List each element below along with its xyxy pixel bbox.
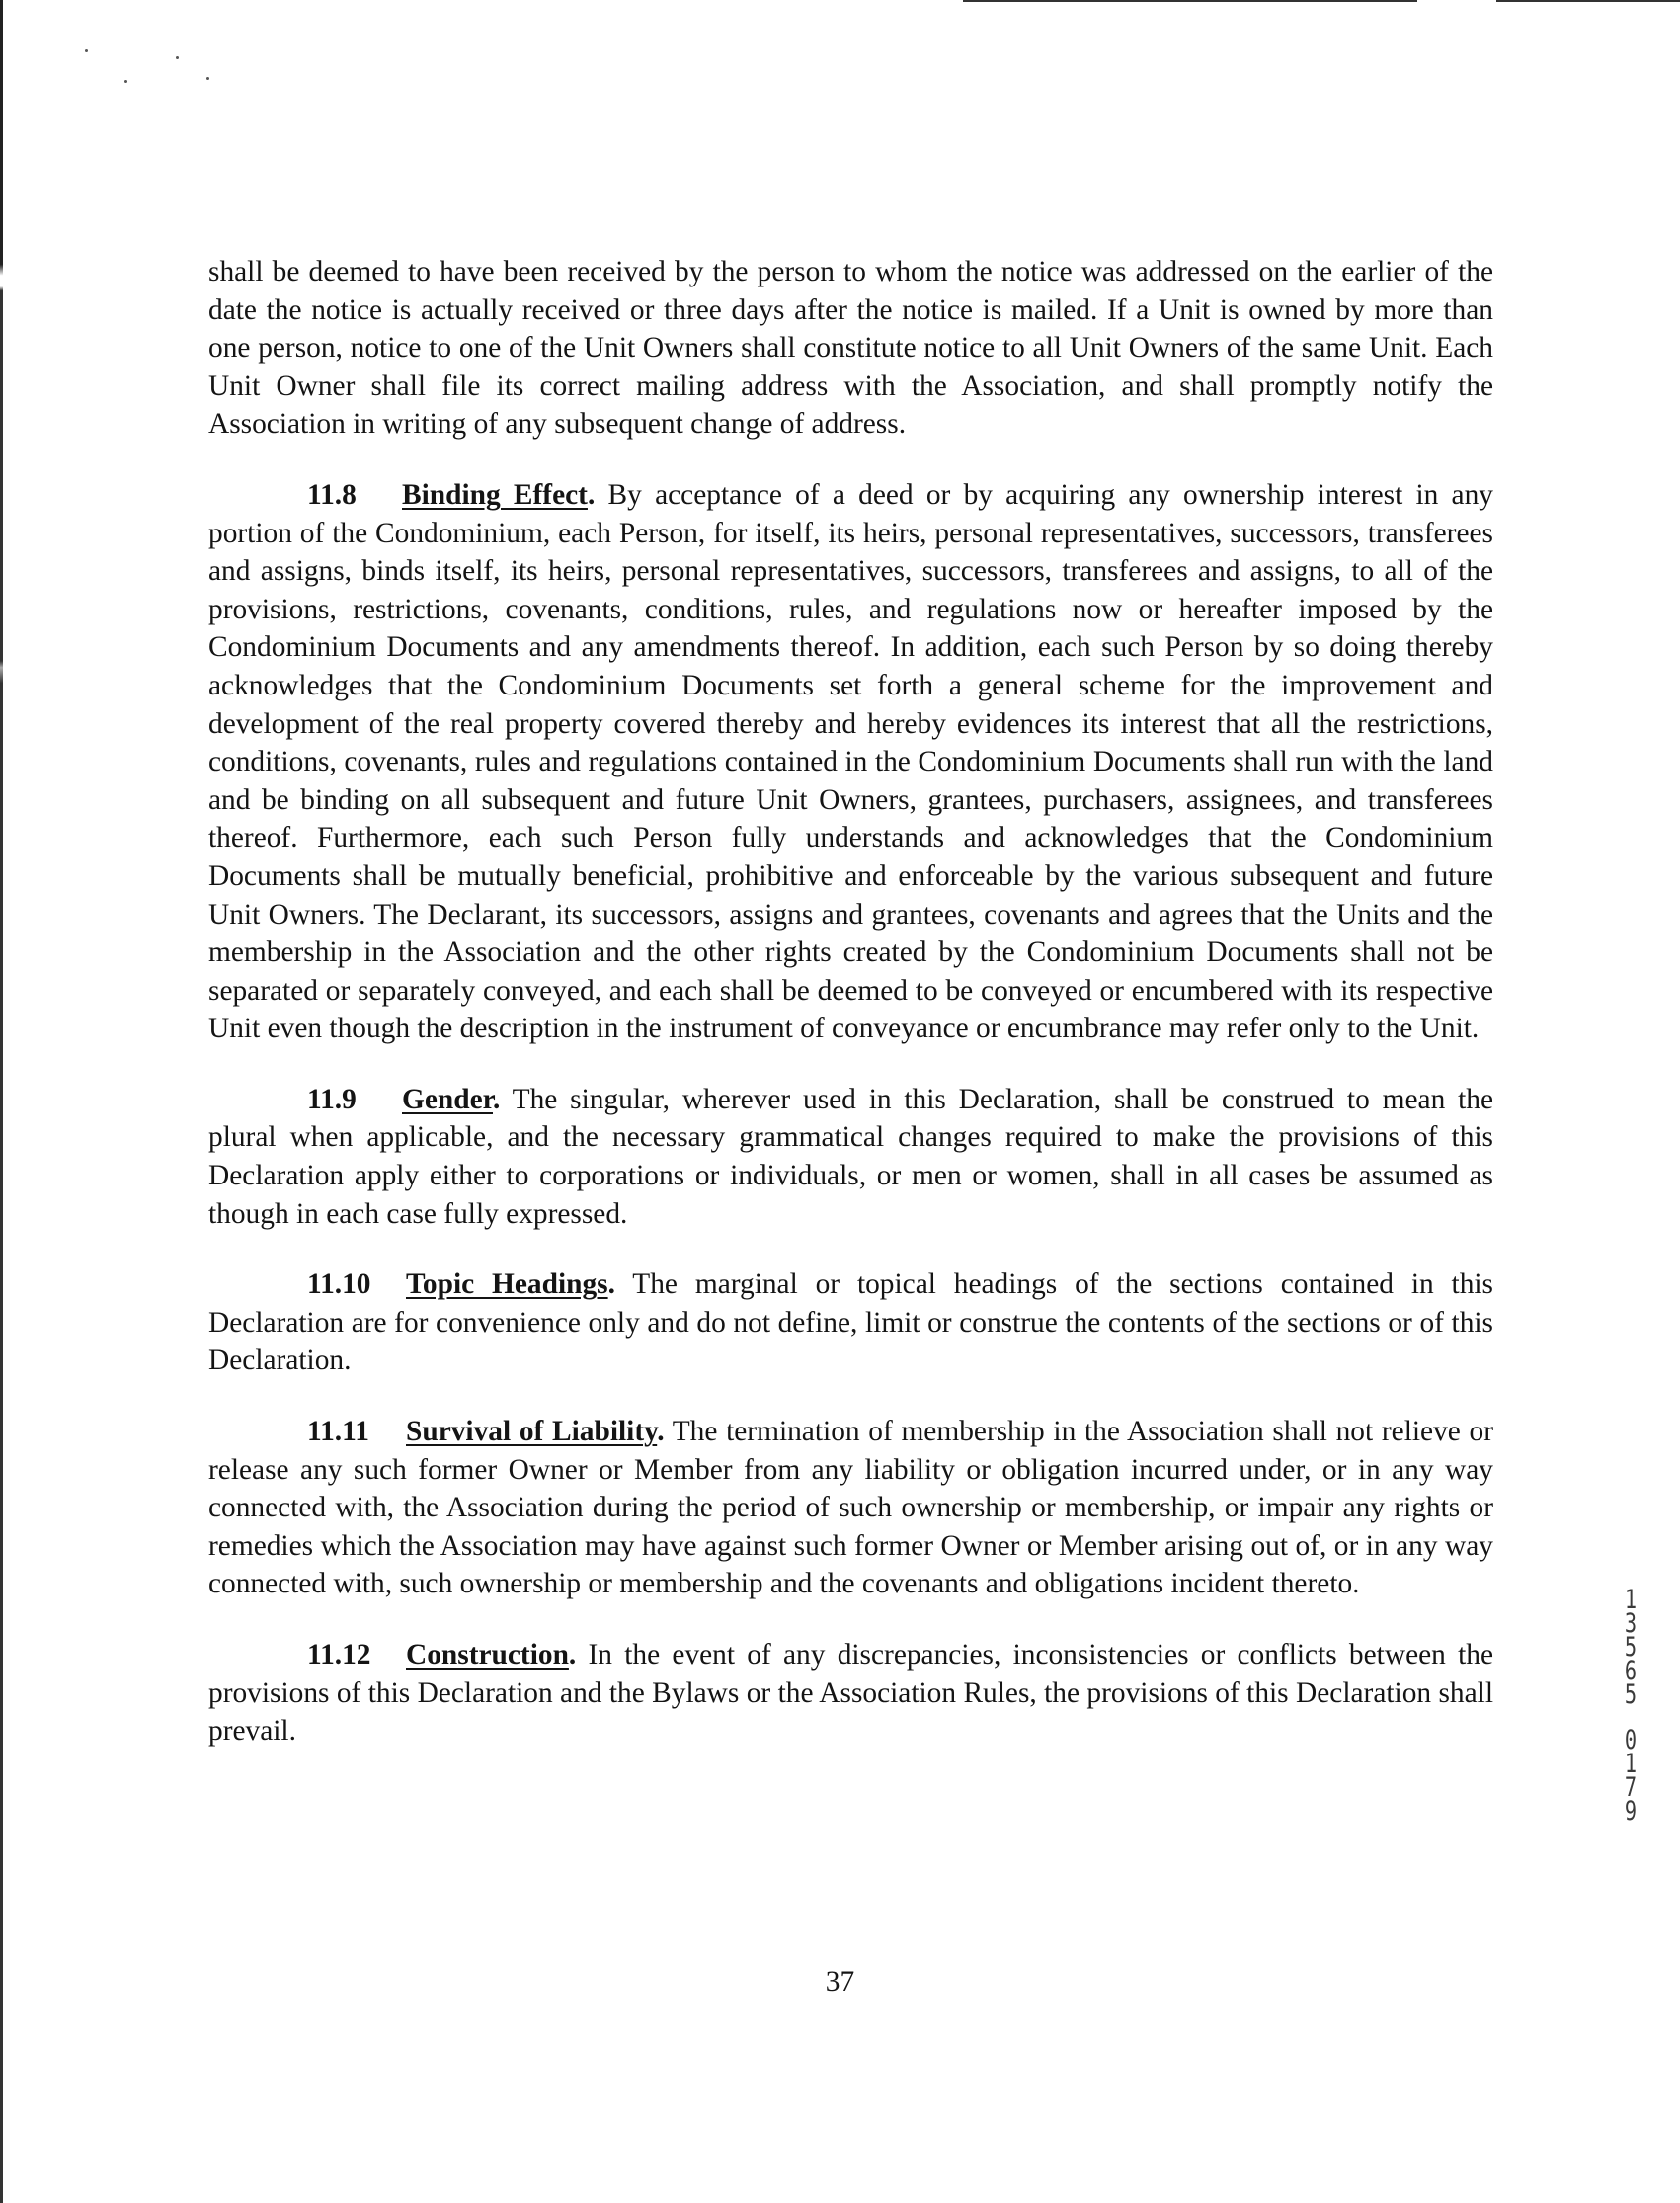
section-heading: Survival of Liability xyxy=(406,1416,658,1448)
document-body xyxy=(208,253,1493,1783)
stamp-digit: 3 xyxy=(1624,1608,1638,1639)
scan-top-rule xyxy=(963,0,1417,2)
section-number: 11.11 xyxy=(307,1416,369,1448)
section-number: 11.12 xyxy=(307,1639,371,1671)
section-body: The termination of membership in the Association shall not relieve or release any such former Owner or Member from any liability or obligation incurred under, or in any way connected with, the Association during the period of such ownership or membership, or impair any rights or remedies which the Association may have against such former Owner or Member arising out of, or in any way connected with, such ownership or membership and the covenants and obligations incident thereto. xyxy=(208,1416,1493,1600)
scan-speck xyxy=(176,56,179,59)
scan-speck xyxy=(124,80,127,83)
section-body: The marginal or topical headings of the sections contained in this Declaration are for convenience only and do not define, limit or construe the contents of the sections or of this Declaration. xyxy=(208,1268,1493,1377)
stamp-digit: 1 xyxy=(1624,1749,1638,1779)
section-11-8: 11.8 Binding Effect. By acceptance of a deed or by acquiring any ownership interest in any portion of the Condominium, each Person, for itself, its heirs, personal representatives, successors, transferees and assigns, binds itself, its heirs, personal representatives, successors, transferees and assigns, to all of the provisions, restrictions, covenants, conditions, rules, and regulations now or hereafter imposed by the Condominium Documents and any amendments thereof. In addition, each such Person by so doing thereby acknowledges that the Condominium Documents set forth a general scheme for the improvement and development of the real property covered thereby and hereby evidences its interest that all the restrictions, conditions, covenants, rules and regulations contained in the Condominium Documents shall run with the land and be binding on all subsequent and future Unit Owners, grantees, purchasers, assignees, and transferees thereof. Furthermore, each such Person fully understands and acknowledges that the Condominium Documents shall be mutually beneficial, prohibitive and enforceable by the various subsequent and future Unit Owners. The Declarant, its successors, assigns and grantees, covenants and agrees that the Units and the membership in the Association and the other rights created by the Condominium Documents shall not be separated or separately conveyed, and each shall be deemed to be conveyed or encumbered with its respective Unit even though the description in the instrument of conveyance or encumbrance may refer only to the Unit. xyxy=(208,476,1493,1048)
stamp-digit: 9 xyxy=(1624,1796,1638,1827)
section-11-10: 11.10 Topic Headings. The marginal or topical headings of the sections contained in this Declaration are for convenience only and do not define, limit or construe the contents of the sections or of this Declaration. xyxy=(208,1265,1493,1380)
scan-speck xyxy=(206,77,209,80)
page-number-stamp xyxy=(1620,1725,1642,1827)
section-body: The singular, wherever used in this Declaration, shall be construed to mean the plural when applicable, and the necessary grammatical changes required to make the provisions of this Declaration apply either to corporations or individuals, or men or women, shall in all cases be assumed as though in each case fully expressed. xyxy=(208,1083,1493,1230)
stamp-digit: 5 xyxy=(1624,1679,1638,1710)
section-number: 11.8 xyxy=(307,478,357,511)
section-11-11: 11.11 Survival of Liability. The termination of membership in the Association shall not relieve or release any such former Owner or Member from any liability or obligation incurred under, or in any way connected with, the Association during the period of such ownership or membership, or impair any rights or remedies which the Association may have against such former Owner or Member arising out of, or in any way connected with, such ownership or membership and the covenants and obligations incident thereto. xyxy=(208,1413,1493,1603)
scan-speck xyxy=(85,49,88,52)
page-number: 37 xyxy=(825,1966,855,1998)
stamp-digit: 6 xyxy=(1624,1656,1638,1686)
section-heading: Gender xyxy=(402,1083,493,1115)
section-body: By acceptance of a deed or by acquiring any ownership interest in any portion of the Condominium, each Person, for itself, its heirs, personal representatives, successors, transferees and assigns, binds itself, its heirs, personal representatives, successors, transferees and assigns, to all of the provisions, restrictions, covenants, conditions, rules, and regulations now or hereafter imposed by the Condominium Documents and any amendments thereof. In addition, each such Person by so doing thereby acknowledges that the Condominium Documents set forth a general scheme for the improvement and development of the real property covered thereby and hereby evidences its interest that all the restrictions, conditions, covenants, rules and regulations contained in the Condominium Documents shall run with the land and be binding on all subsequent and future Unit Owners, grantees, purchasers, assignees, and transferees thereof. Furthermore, each such Person fully understands and acknowledges that the Condominium Documents shall be mutually beneficial, prohibitive and enforceable by the various subsequent and future Unit Owners. The Declarant, its successors, assigns and grantees, covenants and agrees that the Units and the membership in the Association and the other rights created by the Condominium Documents shall not be separated or separately conveyed, and each shall be deemed to be conveyed or encumbered with its respective Unit even though the description in the instrument of conveyance or encumbrance may refer only to the Unit. xyxy=(208,478,1493,1045)
section-number: 11.10 xyxy=(307,1268,371,1301)
book-page-stamp xyxy=(1620,1585,1642,1827)
section-number: 11.9 xyxy=(307,1083,357,1115)
section-11-9: 11.9 Gender. The singular, wherever used in this Declaration, shall be construed to mean the plural when applicable, and the necessary grammatical changes required to make the provisions of this Declaration apply either to corporations or individuals, or men or women, shall in all cases be assumed as though in each case fully expressed. xyxy=(208,1081,1493,1233)
section-11-12: 11.12 Construction. In the event of any discrepancies, inconsistencies or conflicts between the provisions of this Declaration and the Bylaws or the Association Rules, the provisions of this Declaration shall prevail. xyxy=(208,1636,1493,1751)
scan-edge-shadow xyxy=(0,0,3,2203)
section-body: In the event of any discrepancies, inconsistencies or conflicts between the provisions of this Declaration and the Bylaws or the Association Rules, the provisions of this Declaration shall prevail. xyxy=(208,1639,1493,1748)
stamp-digit: 5 xyxy=(1624,1632,1638,1663)
intro-paragraph: shall be deemed to have been received by the person to whom the notice was addressed on the earlier of the date the notice is actually received or three days after the notice is mailed. If a Unit is owned by more than one person, notice to one of the Unit Owners shall constitute notice to all Unit Owners of the same Unit. Each Unit Owner shall file its correct mailing address with the Association, and shall promptly notify the Association in writing of any subsequent change of address. xyxy=(208,256,1493,441)
stamp-digit: 1 xyxy=(1624,1585,1638,1615)
section-heading: Binding Effect xyxy=(402,478,588,511)
stamp-digit: 7 xyxy=(1624,1772,1638,1803)
book-number-stamp xyxy=(1620,1585,1642,1710)
stamp-digit: 0 xyxy=(1624,1725,1638,1755)
section-heading: Construction xyxy=(406,1639,569,1671)
section-heading: Topic Headings xyxy=(406,1268,608,1301)
scan-top-rule xyxy=(1496,0,1680,2)
